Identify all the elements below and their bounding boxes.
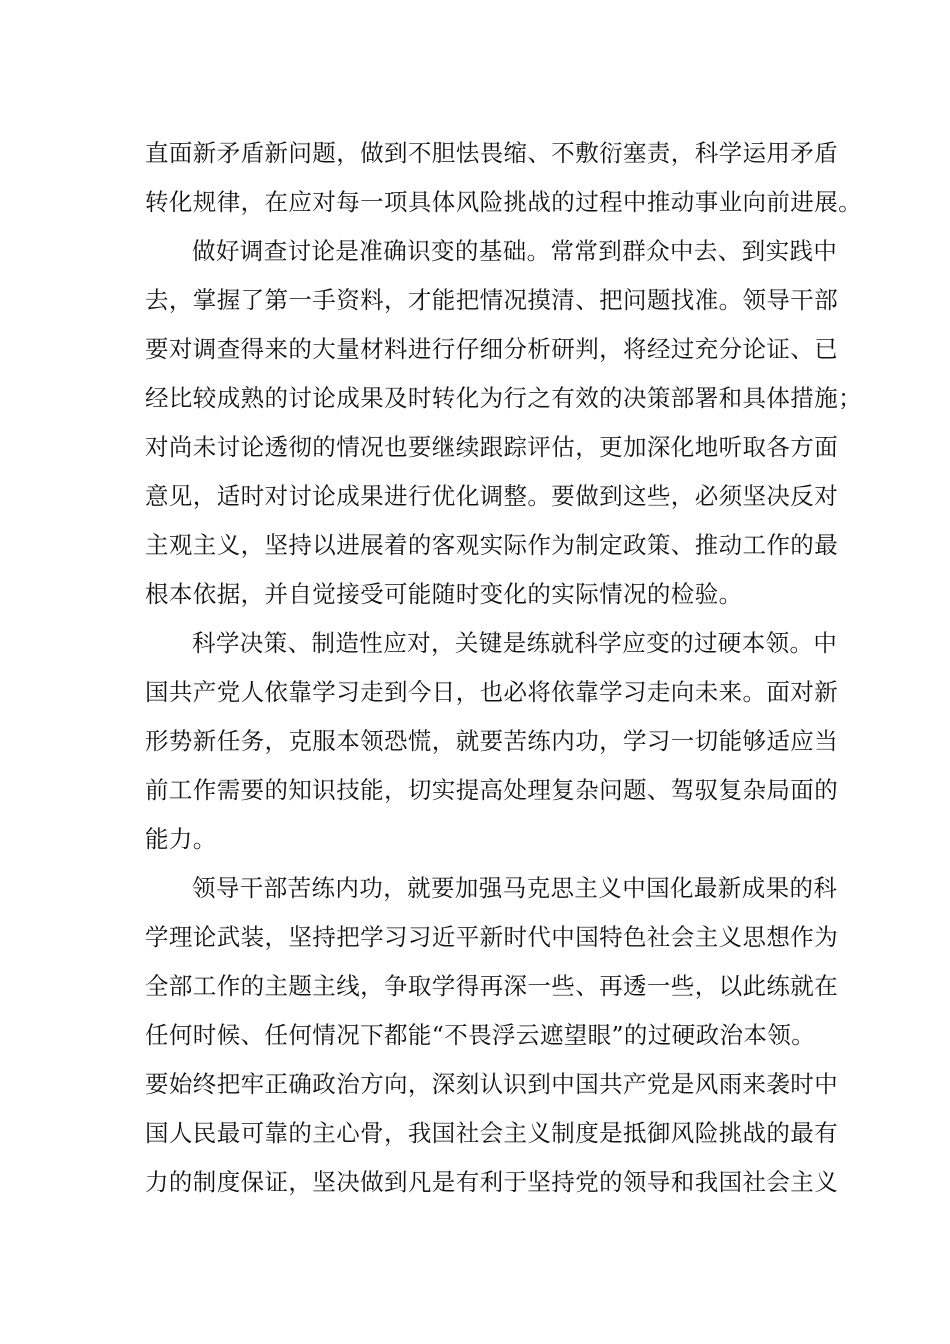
text-line: 转化规律，在应对每一项具体风险挑战的过程中推动事业向前进展。 [145,188,862,216]
text-line: 全部工作的主题主线，争取学得再深一些、再透一些，以此练就在 [145,972,839,1000]
text-line: 国人民最可靠的主心骨，我国社会主义制度是抵御风险挑战的最有 [145,1119,839,1147]
text-line: 去，掌握了第一手资料，才能把情况摸清、把问题找准。领导干部 [145,286,839,314]
text-line: 学理论武装，坚持把学习习近平新时代中国特色社会主义思想作为 [145,923,839,951]
text-line: 主观主义，坚持以进展着的客观实际作为制定政策、推动工作的最 [145,531,839,559]
text-line: 要始终把牢正确政治方向，深刻认识到中国共产党是风雨来袭时中 [145,1070,839,1098]
text-line: 经比较成熟的讨论成果及时转化为行之有效的决策部署和具体措施； [145,384,862,412]
paragraph-first-line: 科学决策、制造性应对，关键是练就科学应变的过硬本领。中 [192,629,838,657]
text-line: 任何时候、任何情况下都能“不畏浮云遮望眼”的过硬政治本领。 [145,1021,816,1049]
text-line: 直面新矛盾新问题，做到不胆怯畏缩、不敷衍塞责，科学运用矛盾 [145,139,839,167]
paragraph-first-line: 做好调查讨论是准确识变的基础。常常到群众中去、到实践中 [192,237,838,265]
text-line: 要对调查得来的大量材料进行仔细分析研判，将经过充分论证、已 [145,335,839,363]
body-text [145,129,862,1207]
text-line: 根本依据，并自觉接受可能随时变化的实际情况的检验。 [145,580,743,608]
text-line: 形势新任务，克服本领恐慌，就要苦练内功，学习一切能够适应当 [145,727,839,755]
text-line: 力的制度保证，坚决做到凡是有利于坚持党的领导和我国社会主义 [145,1168,839,1196]
text-line: 前工作需要的知识技能，切实提高处理复杂问题、驾驭复杂局面的 [145,776,839,804]
text-line: 国共产党人依靠学习走到今日，也必将依靠学习走向未来。面对新 [145,678,839,706]
paragraph-first-line: 领导干部苦练内功，就要加强马克思主义中国化最新成果的科 [192,874,838,902]
text-line: 能力。 [145,825,217,853]
text-line: 对尚未讨论透彻的情况也要继续跟踪评估，更加深化地听取各方面 [145,433,839,461]
text-line: 意见，适时对讨论成果进行优化调整。要做到这些，必须坚决反对 [145,482,839,510]
